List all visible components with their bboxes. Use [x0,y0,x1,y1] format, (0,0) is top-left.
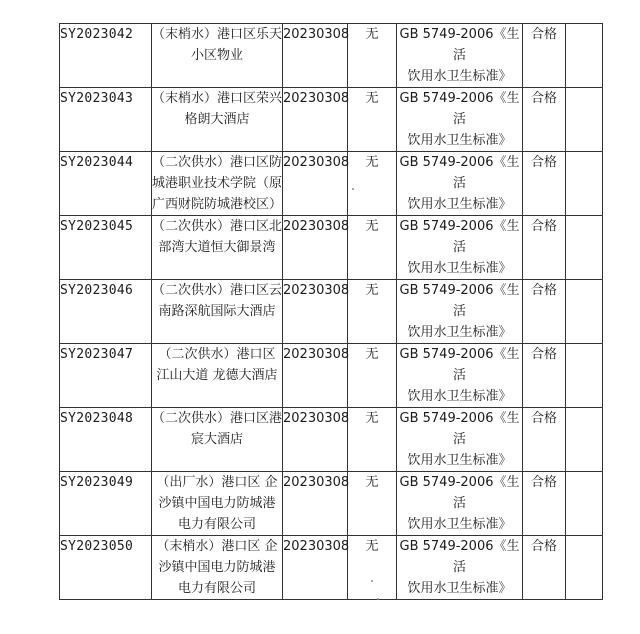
abnormal-cell [348,24,397,88]
standard-line: GB 5749-2006《生活 [399,283,520,319]
standard-line: GB 5749-2006《生活 [399,27,520,63]
sample-id-cell [60,280,152,344]
remarks-cell [566,408,603,472]
abnormal-cell [348,408,397,472]
standard-cell [397,408,523,472]
table-row [60,88,603,152]
remarks-cell [566,344,603,408]
standard-cell [397,280,523,344]
sampling-site-cell [152,216,283,280]
abnormal-value: 无 [365,347,379,362]
standard-line: 饮用水卫生标准》 [407,133,512,148]
site-line: 广西财院防城港校区） [152,197,283,212]
result-value: 合格 [530,91,557,106]
table-row [60,536,603,600]
scan-speck [352,188,354,190]
result-cell [523,216,566,280]
sample-id: SY2023044 [60,155,134,170]
abnormal-cell [348,472,397,536]
sample-id: SY2023046 [60,283,134,298]
table-row [60,344,603,408]
sampling-site-cell [152,88,283,152]
standard-cell [397,152,523,216]
standard-cell [397,344,523,408]
sampling-date-cell [283,216,348,280]
scan-speck [377,598,379,600]
sampling-date-cell [283,472,348,536]
remarks-cell [566,536,603,600]
sampling-site-cell [152,280,283,344]
site-line: 电力有限公司 [177,581,256,596]
standard-cell [397,216,523,280]
sampling-site-cell [152,472,283,536]
result-value: 合格 [530,539,557,554]
standard-line: 饮用水卫生标准》 [407,261,512,276]
remarks-cell [566,216,603,280]
sampling-date: 20230308 [283,283,350,298]
result-cell [523,536,566,600]
standard-cell [397,472,523,536]
standard-cell [397,536,523,600]
sample-id-cell [60,408,152,472]
result-cell [523,152,566,216]
sampling-site-cell [152,152,283,216]
result-value: 合格 [530,411,557,426]
abnormal-value: 无 [365,155,379,170]
site-line: 小区物业 [190,48,243,63]
result-cell [523,24,566,88]
standard-line: 饮用水卫生标准》 [407,325,512,340]
table-row [60,152,603,216]
sampling-site-cell [152,344,283,408]
standard-line: GB 5749-2006《生活 [399,347,520,383]
abnormal-value: 无 [365,219,379,234]
result-cell [523,280,566,344]
standard-line: 饮用水卫生标准》 [407,197,512,212]
site-line: （二次供水）港口区北 [152,219,283,234]
sampling-date-cell [283,88,348,152]
abnormal-value: 无 [365,475,379,490]
site-line: 沙镇中国电力防城港 [158,560,276,575]
sampling-site-cell [152,24,283,88]
standard-line: 饮用水卫生标准》 [407,581,512,596]
sampling-date-cell [283,536,348,600]
sample-id-cell [60,344,152,408]
sampling-date: 20230308 [283,539,350,554]
abnormal-cell [348,152,397,216]
sampling-date: 20230308 [283,411,350,426]
sampling-site-cell [152,536,283,600]
remarks-cell [566,24,603,88]
result-value: 合格 [530,219,557,234]
remarks-cell [566,152,603,216]
remarks-cell [566,88,603,152]
abnormal-cell [348,344,397,408]
abnormal-value: 无 [365,539,379,554]
site-line: （末梢水）港口区荣兴 [152,91,283,106]
result-cell [523,88,566,152]
standard-line: GB 5749-2006《生活 [399,91,520,127]
standard-line: 饮用水卫生标准》 [407,453,512,468]
site-line: （二次供水）港口区防 [152,155,283,170]
site-line: 南路深航国际大酒店 [158,304,276,319]
sample-id-cell [60,216,152,280]
sample-id-cell [60,152,152,216]
site-line: 电力有限公司 [177,517,256,532]
table-row [60,280,603,344]
remarks-cell [566,280,603,344]
site-line: （末梢水）港口区 企 [156,539,278,554]
site-line: 格朗大酒店 [184,112,250,127]
remarks-cell [566,472,603,536]
sample-id: SY2023048 [60,411,134,426]
result-cell [523,344,566,408]
sampling-date: 20230308 [283,219,350,234]
sampling-date-cell [283,24,348,88]
abnormal-value: 无 [365,283,379,298]
standard-line: GB 5749-2006《生活 [399,219,520,255]
result-value: 合格 [530,475,557,490]
abnormal-value: 无 [365,91,379,106]
abnormal-cell [348,216,397,280]
table-row [60,216,603,280]
sampling-date: 20230308 [283,27,350,42]
standard-line: 饮用水卫生标准》 [407,69,512,84]
sample-id: SY2023049 [60,475,134,490]
site-line: （二次供水）港口区港 [152,411,283,426]
standard-line: GB 5749-2006《生活 [399,155,520,191]
sampling-date: 20230308 [283,155,350,170]
sample-id: SY2023047 [60,347,134,362]
result-value: 合格 [530,27,557,42]
site-line: （二次供水）港口区云 [152,283,283,298]
sampling-date-cell [283,280,348,344]
site-line: 江山大道 龙德大酒店 [156,368,278,383]
abnormal-cell [348,536,397,600]
result-value: 合格 [530,155,557,170]
standard-line: GB 5749-2006《生活 [399,475,520,511]
standard-line: GB 5749-2006《生活 [399,539,520,575]
table-row [60,24,603,88]
sampling-date: 20230308 [283,91,350,106]
sample-id: SY2023050 [60,539,134,554]
table-body [60,24,603,600]
result-value: 合格 [530,283,557,298]
site-line: （二次供水）港口区 [158,347,276,362]
sample-id: SY2023042 [60,27,134,42]
site-line: 沙镇中国电力防城港 [158,496,276,511]
sampling-date: 20230308 [283,475,350,490]
sample-id-cell [60,536,152,600]
site-line: （出厂水）港口区 企 [156,475,278,490]
result-cell [523,408,566,472]
standard-cell [397,24,523,88]
standard-line: 饮用水卫生标准》 [407,389,512,404]
sample-id-cell [60,88,152,152]
scan-speck [371,580,373,582]
sample-id-cell [60,24,152,88]
sample-id: SY2023045 [60,219,134,234]
sampling-date-cell [283,408,348,472]
abnormal-cell [348,280,397,344]
abnormal-cell [348,88,397,152]
site-line: 宸大酒店 [190,432,243,447]
sampling-date: 20230308 [283,347,350,362]
standard-line: GB 5749-2006《生活 [399,411,520,447]
site-line: （末梢水）港口区乐天 [152,27,283,42]
sampling-date-cell [283,344,348,408]
table-row [60,472,603,536]
sampling-date-cell [283,152,348,216]
site-line: 部湾大道恒大御景湾 [158,240,276,255]
result-cell [523,472,566,536]
abnormal-value: 无 [365,27,379,42]
site-line: 城港职业技术学院（原 [152,176,283,191]
sample-id: SY2023043 [60,91,134,106]
abnormal-value: 无 [365,411,379,426]
water-quality-results-table [59,23,603,600]
sample-id-cell [60,472,152,536]
result-value: 合格 [530,347,557,362]
sampling-site-cell [152,408,283,472]
standard-cell [397,88,523,152]
table-row [60,408,603,472]
standard-line: 饮用水卫生标准》 [407,517,512,532]
